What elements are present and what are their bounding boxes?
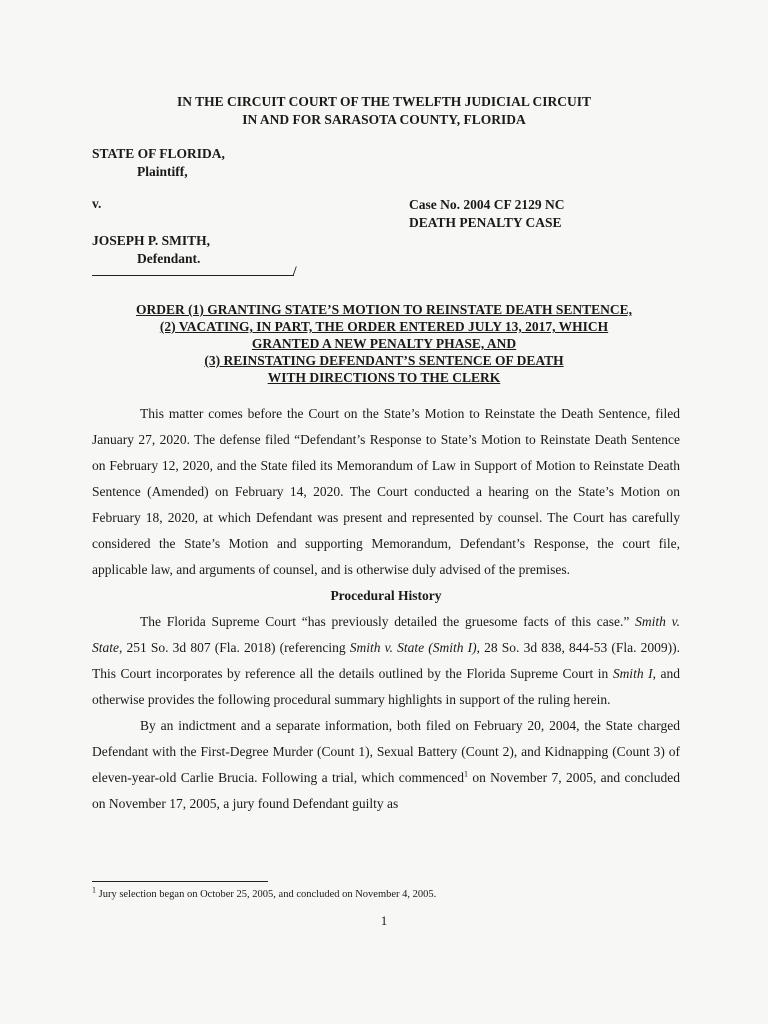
defendant-block <box>92 232 210 268</box>
court-line-2: IN AND FOR SARASOTA COUNTY, FLORIDA <box>242 112 526 127</box>
order-body <box>92 401 680 817</box>
citation-smith-i-short: Smith I <box>612 666 653 681</box>
page-number: 1 <box>380 913 388 928</box>
title-line-2: (2) VACATING, IN PART, THE ORDER ENTERED JULY 13, 2017, WHICH <box>159 319 609 334</box>
footnote-reference: 1 <box>464 769 468 779</box>
para2-text-b: , 251 So. 3d 807 (Fla. 2018) (referencing <box>119 640 350 655</box>
para2-text-c: , 28 So. 3d 838, 844-53 (Fla. 2009)). This Court incorporates by reference all the details outlined by the Florida Supreme Court in <box>92 640 680 681</box>
footnote-rule <box>92 881 268 882</box>
footnote-marker: 1 <box>92 885 96 895</box>
versus: v. <box>92 196 102 211</box>
case-block <box>409 196 565 232</box>
caption-slash: / <box>293 263 297 278</box>
para2-text-a: The Florida Supreme Court “has previously detailed the gruesome facts of this case.” <box>140 614 636 629</box>
paragraph-indictment <box>92 713 680 817</box>
paragraph-intro: This matter comes before the Court on the State’s Motion to Reinstate the Death Sentence, filed January 27, 2020. The defense filed “Defendant’s Response to State’s Motion to Reinstate Death Sentence on February 12, 2020, and the State filed its Memorandum of Law in Support of Motion to Reinstate Death Sentence (Amended) on February 14, 2020. The Court conducted a hearing on the State’s Motion on February 18, 2020, at which Defendant was present and represented by counsel. The Court has carefully considered the State’s Motion and supporting Memorandum, Defendant’s Response, the court file, applicable law, and arguments of counsel, and is otherwise duly advised of the premises. <box>92 406 680 577</box>
footnote-text: Jury selection began on October 25, 2005, and concluded on November 4, 2005. <box>96 889 437 900</box>
title-line-3: GRANTED A NEW PENALTY PHASE, AND <box>251 336 517 351</box>
para3-text-a: By an indictment and a separate information, both filed on February 20, 2004, the State charged Defendant with the First-Degree Murder (Count 1), Sexual Battery (Count 2), and Kidnapping (Count 3) of eleven-year-old Carlie Brucia. Following a trial, which commenced <box>92 718 680 785</box>
plaintiff-name: STATE OF FLORIDA, <box>92 146 225 161</box>
case-type: DEATH PENALTY CASE <box>409 215 562 230</box>
para3-text-b: on November 7, 2005, and concluded on November 17, 2005, a jury found Defendant guilty as <box>92 770 680 811</box>
title-line-1: ORDER (1) GRANTING STATE’S MOTION TO REINSTATE DEATH SENTENCE, <box>136 302 632 317</box>
para2-text-d: , and otherwise provides the following procedural summary highlights in support of the ruling herein. <box>92 666 680 707</box>
citation-smith-i: Smith v. State (Smith I) <box>349 640 477 655</box>
order-title <box>60 301 708 386</box>
citation-smith-v-state: Smith v. State <box>92 614 680 655</box>
court-line-1: IN THE CIRCUIT COURT OF THE TWELFTH JUDICIAL CIRCUIT <box>176 94 592 109</box>
case-number: Case No. 2004 CF 2129 NC <box>409 197 565 212</box>
plaintiff-block <box>92 145 225 181</box>
caption-rule <box>92 275 294 276</box>
plaintiff-role: Plaintiff, <box>137 164 188 179</box>
title-line-5: WITH DIRECTIONS TO THE CLERK <box>267 370 501 385</box>
defendant-name: JOSEPH P. SMITH, <box>92 233 211 248</box>
section-heading: Procedural History <box>330 588 442 603</box>
paragraph-procedural-history <box>92 609 680 713</box>
defendant-role: Defendant. <box>137 251 201 266</box>
title-line-4: (3) REINSTATING DEFENDANT’S SENTENCE OF DEATH <box>204 353 564 368</box>
court-heading <box>0 93 768 129</box>
footnote <box>92 885 437 900</box>
